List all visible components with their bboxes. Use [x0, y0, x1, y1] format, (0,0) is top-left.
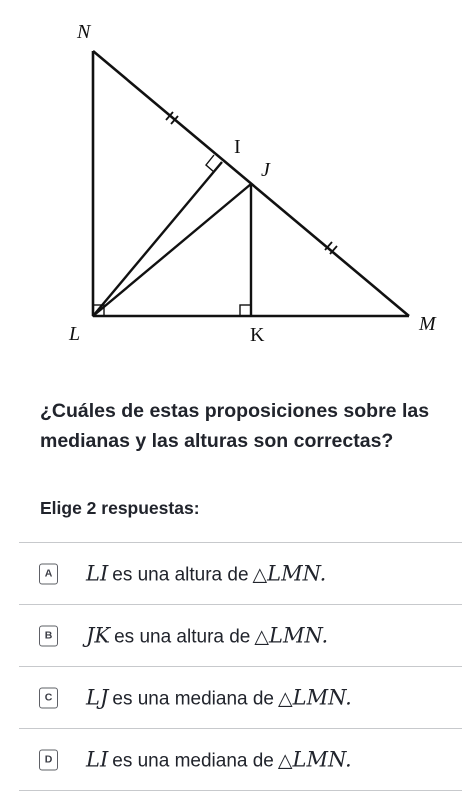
choice-b[interactable]	[19, 604, 462, 666]
segment-LJ	[93, 184, 251, 316]
choice-period: .	[344, 747, 352, 771]
choice-letter-a: A	[39, 563, 58, 584]
triangle-symbol: △	[278, 687, 293, 709]
right-angle-marker-K	[240, 305, 251, 316]
question-text: ¿Cuáles de estas proposiciones sobre las medianas y las alturas son correctas?	[40, 400, 430, 452]
triangle-symbol: △	[252, 563, 268, 585]
choice-a[interactable]	[19, 542, 462, 604]
vertex-label-N: N	[77, 21, 91, 43]
triangle-symbol: △	[277, 749, 293, 771]
choice-letter-c: C	[39, 687, 58, 708]
choice-phrase: es una mediana de	[112, 750, 274, 771]
choice-text-a	[86, 561, 326, 586]
vertex-label-J: J	[261, 159, 270, 181]
vertex-label-K: K	[250, 324, 265, 346]
segment-name: JK	[86, 623, 111, 647]
triangle-name: LMN	[269, 623, 322, 647]
choice-period: .	[319, 561, 327, 585]
choice-letter-d: D	[39, 749, 58, 770]
segment-name: LJ	[86, 685, 109, 709]
choice-phrase: es una mediana de	[112, 688, 274, 709]
choice-phrase: es una altura de	[114, 626, 251, 647]
triangle-name: LMN	[267, 561, 320, 585]
tick-mark-JM	[325, 242, 337, 254]
choice-text-d	[86, 747, 352, 772]
vertex-label-L: L	[69, 323, 81, 345]
segment-LI	[93, 162, 222, 316]
segment-name: LI	[86, 747, 109, 771]
right-angle-marker-I	[206, 155, 214, 172]
answer-choices	[19, 542, 462, 791]
vertex-label-I: I	[234, 136, 241, 158]
triangle-symbol: △	[254, 625, 269, 647]
choice-phrase: es una altura de	[112, 564, 249, 585]
choice-period: .	[345, 685, 352, 709]
segment-name: LI	[86, 561, 109, 585]
vertex-label-M: M	[419, 313, 436, 335]
geometry-figure	[0, 0, 474, 370]
choice-period: .	[321, 623, 329, 647]
choice-text-c	[86, 685, 352, 710]
triangle-name: LMN	[292, 747, 345, 771]
triangle-name: LMN	[292, 685, 346, 709]
instruction-text: Elige 2 respuestas:	[40, 498, 200, 518]
choice-text-b	[86, 623, 328, 648]
choice-d[interactable]	[19, 728, 462, 791]
choice-letter-b: B	[39, 625, 58, 646]
choice-c[interactable]	[19, 666, 462, 728]
